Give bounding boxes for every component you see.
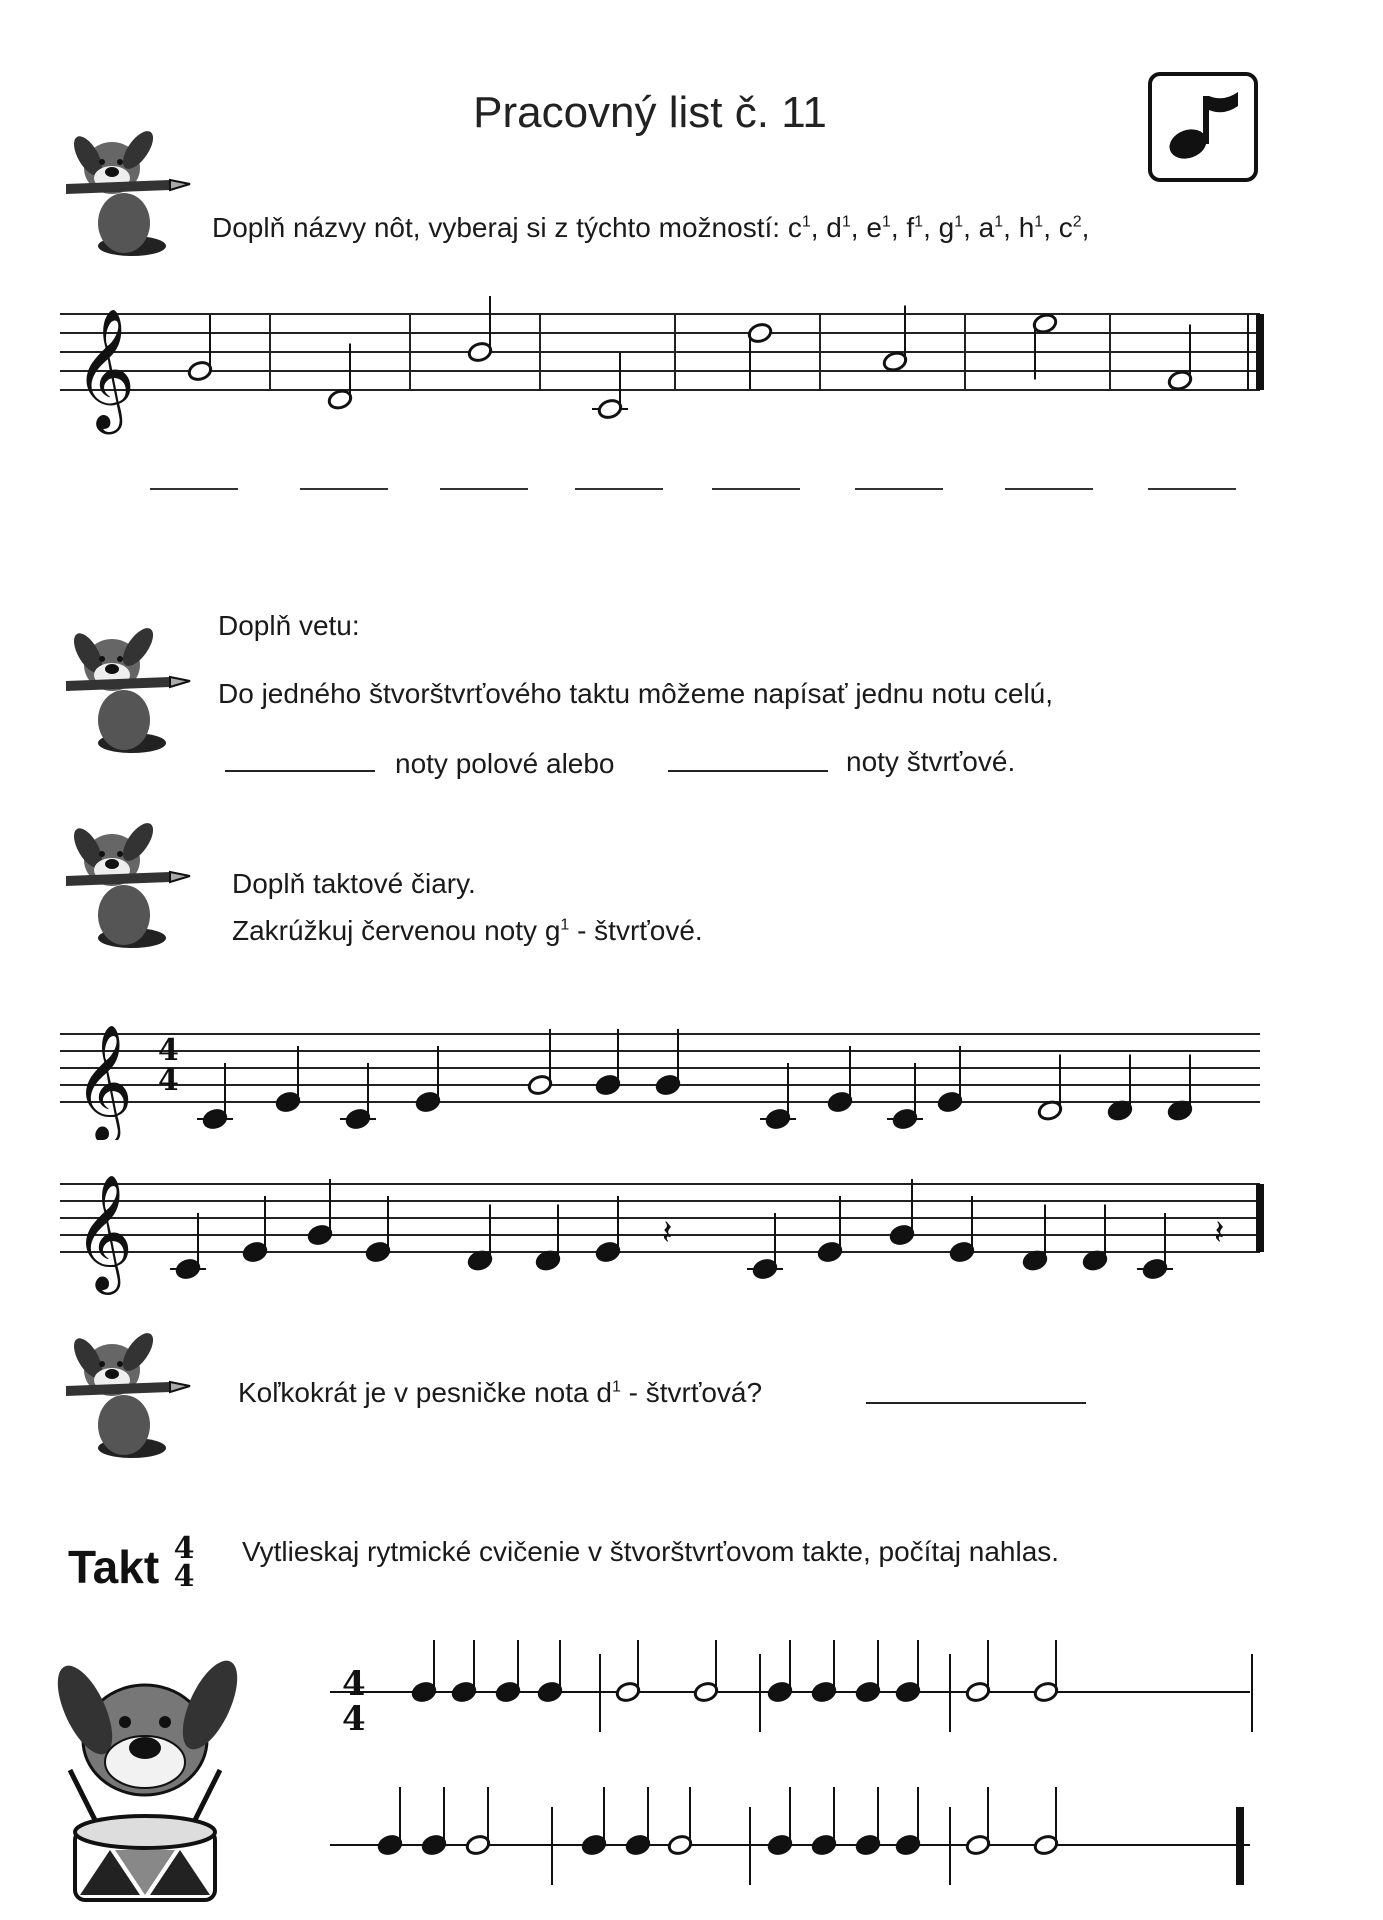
note-option-octave: 1 xyxy=(914,213,924,231)
octave-mark: 1 xyxy=(611,1378,621,1396)
note-option-letter: a xyxy=(978,212,995,243)
dog-pencil-icon xyxy=(62,820,192,955)
answer-blank[interactable] xyxy=(440,488,528,490)
note-option-letter: f xyxy=(906,212,915,243)
note-option: $d^1$, xyxy=(826,212,859,243)
staff-melody-2 xyxy=(60,1160,1270,1300)
note-option-octave: 1 xyxy=(801,213,811,231)
dog-pencil-icon xyxy=(62,1330,192,1465)
answer-blank[interactable] xyxy=(855,488,943,490)
task4-question-text: Koľkokrát je v pesničke nota d xyxy=(238,1377,612,1408)
note-option-letter: c xyxy=(1058,212,1073,243)
note-option-octave: 1 xyxy=(1034,213,1044,231)
dog-pencil-icon xyxy=(62,625,192,760)
note-option-octave: 1 xyxy=(881,213,891,231)
note-option: $f^1$, xyxy=(906,212,931,243)
answer-blank[interactable] xyxy=(300,488,388,490)
octave-mark: 1 xyxy=(560,916,570,934)
note-option-octave: 2 xyxy=(1072,213,1082,231)
answer-blank[interactable] xyxy=(150,488,238,490)
dog-drummer-icon xyxy=(40,1650,250,1910)
task4-question-end: - štvrťová? xyxy=(620,1377,763,1408)
task3-line2 xyxy=(232,915,703,947)
note-options xyxy=(788,212,1090,243)
blank-field[interactable] xyxy=(668,770,828,772)
time-signature-bottom: 4 xyxy=(158,1063,179,1098)
task2-part-b: noty štvrťové. xyxy=(846,746,1016,777)
blank-field[interactable] xyxy=(225,770,375,772)
staff-note-naming xyxy=(60,290,1270,440)
answer-blank[interactable] xyxy=(712,488,800,490)
page-title: Pracovný list č. 11 xyxy=(473,88,827,137)
quarter-rest-icon: 𝄽 xyxy=(1214,1213,1225,1253)
note-option-letter: g xyxy=(938,212,955,243)
rhythm-sig-bottom: 4 xyxy=(342,1699,366,1739)
task2-heading: Doplň vetu: xyxy=(218,610,360,641)
final-bar xyxy=(1256,314,1264,390)
note-option-octave: 1 xyxy=(994,213,1004,231)
takt-time-signature xyxy=(170,1531,198,1594)
takt-label: Takt xyxy=(68,1541,160,1593)
note-option-letter: h xyxy=(1018,212,1035,243)
task2-sentence: Do jedného štvorštvrťového taktu môžeme napísať jednu notu celú, xyxy=(218,678,1054,709)
dog-pencil-icon xyxy=(62,128,192,263)
note-option-letter: c xyxy=(787,212,802,243)
note-option: $c^1$, xyxy=(787,212,819,243)
treble-clef-icon: 𝄞 xyxy=(74,1173,134,1290)
answer-blanks xyxy=(150,478,1250,498)
time-signature-top: 4 xyxy=(158,1033,179,1068)
note-option: $a^1$, xyxy=(978,212,1011,243)
music-note-icon xyxy=(1148,72,1258,182)
final-bar xyxy=(1256,1184,1264,1252)
rhythm-exercise xyxy=(330,1640,1290,1900)
note-option-letter: e xyxy=(866,212,882,243)
final-bar xyxy=(1236,1807,1244,1885)
note-option-letter: d xyxy=(826,212,842,243)
takt-sig-top: 4 xyxy=(173,1531,195,1566)
note-option: $c^2$, xyxy=(1058,212,1090,243)
rhythm-sig-top: 4 xyxy=(342,1664,366,1704)
answer-blank[interactable] xyxy=(1148,488,1236,490)
blank-field[interactable] xyxy=(866,1402,1086,1404)
quarter-rest-icon: 𝄽 xyxy=(662,1213,673,1253)
note-option: $g^1$, xyxy=(938,212,971,243)
task2-part-a: noty polové alebo xyxy=(395,748,615,779)
task3-line2-text: Zakrúžkuj červenou noty g xyxy=(232,915,561,946)
answer-blank[interactable] xyxy=(1005,488,1093,490)
task3-line1: Doplň taktové čiary. xyxy=(232,868,476,899)
task3-line2-end: - štvrťové. xyxy=(569,915,703,946)
staff-melody-1 xyxy=(60,1010,1270,1140)
treble-clef-icon: 𝄞 xyxy=(74,1023,134,1140)
note-option-octave: 1 xyxy=(954,213,964,231)
task5-instruction: Vytlieskaj rytmické cvičenie v štvorštvrťovom takte, počítaj nahlas. xyxy=(242,1536,1060,1567)
task1-instruction-text: Doplň názvy nôt, vyberaj si z týchto možností: xyxy=(212,212,788,243)
takt-sig-bottom: 4 xyxy=(173,1559,195,1594)
treble-clef-icon: 𝄞 xyxy=(74,307,136,429)
note-option: $e^1$, xyxy=(866,212,899,243)
answer-blank[interactable] xyxy=(575,488,663,490)
task4-question xyxy=(238,1377,762,1409)
task1-instruction xyxy=(212,212,1089,244)
note-option-octave: 1 xyxy=(841,213,851,231)
note-option: $h^1$, xyxy=(1018,212,1051,243)
